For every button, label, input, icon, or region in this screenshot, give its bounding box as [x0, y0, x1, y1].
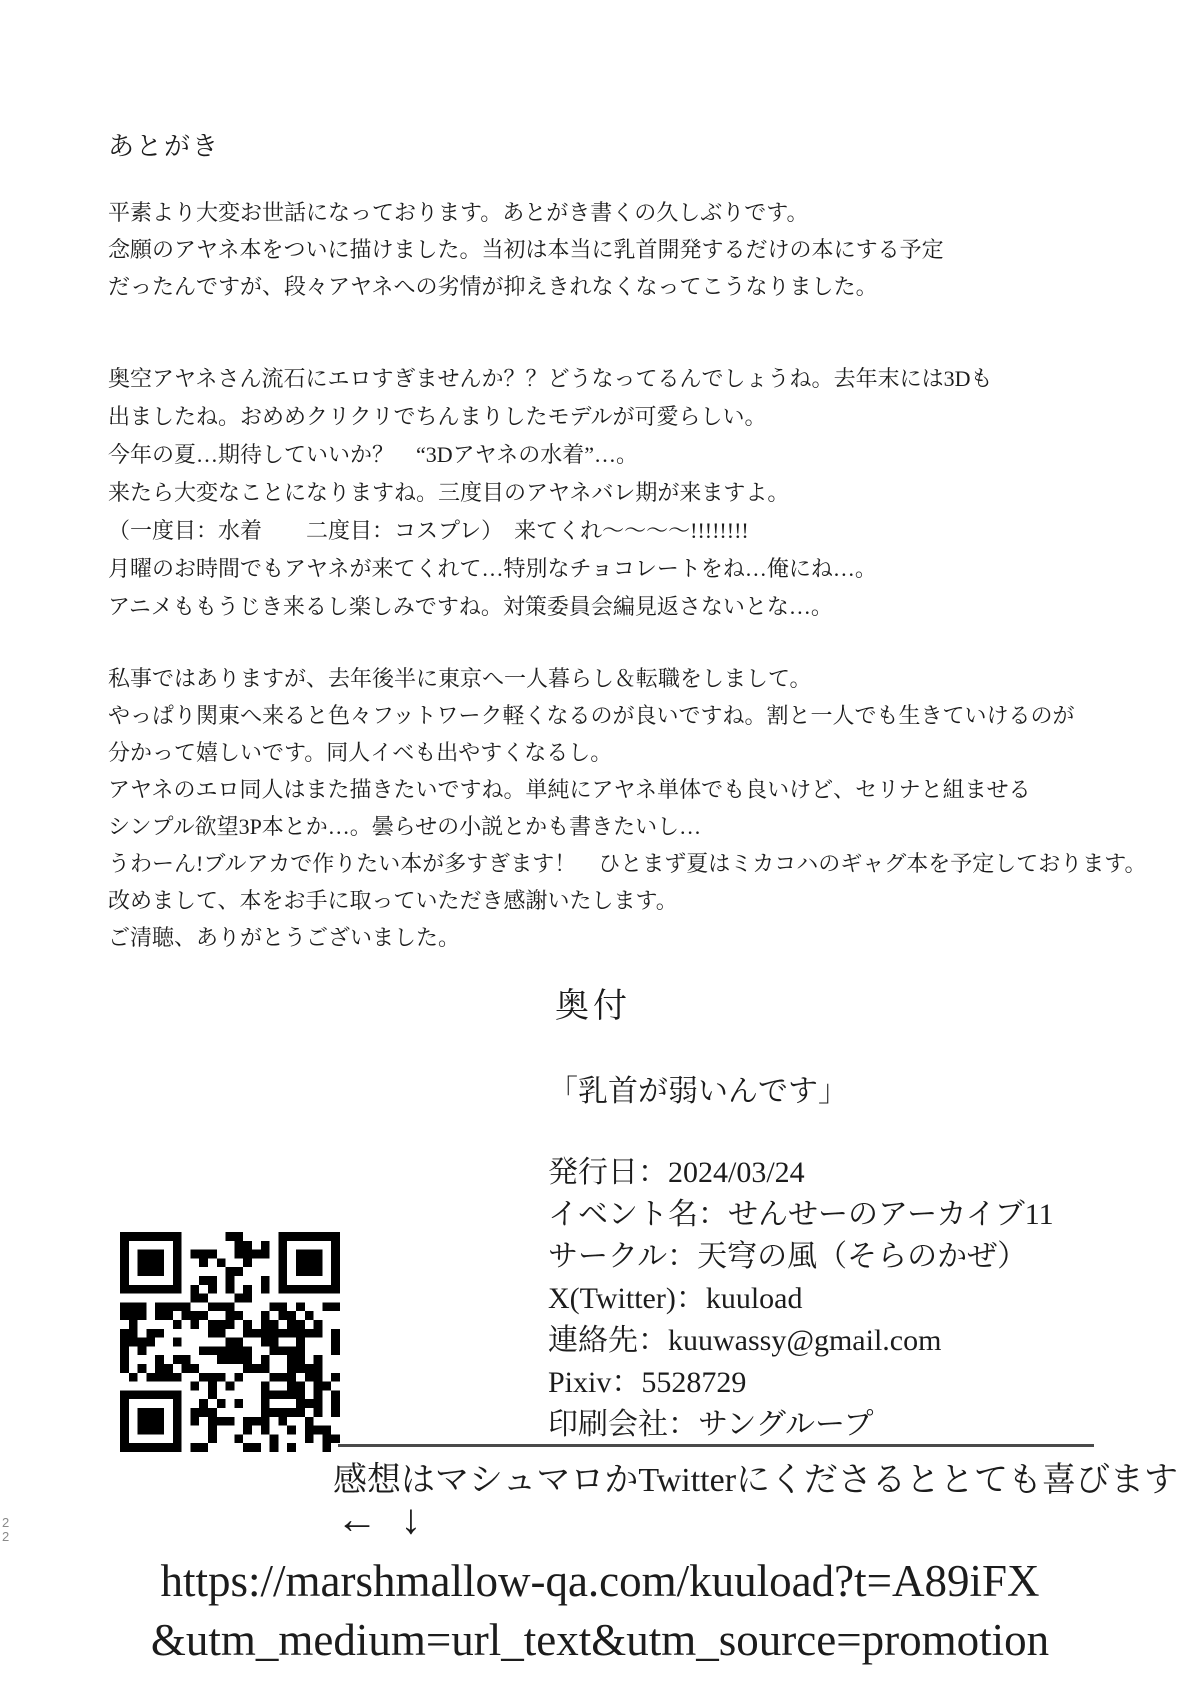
colophon-entry-publish-date: 発行日：2024/03/24 [548, 1156, 805, 1189]
afterword-line: うわーん!ブルアカで作りたい本が多すぎます！ ひとまず夏はミカコハのギャグ本を予定しております。 [108, 851, 1147, 876]
url-line-1: https://marshmallow-qa.com/kuuload?t=A89iFX [160, 1556, 1040, 1606]
feedback-message: 感想はマシュマロかTwitterにくださるととても喜びます [333, 1462, 1179, 1499]
colophon-entry-circle: サークル：天穹の風（そらのかぜ） [548, 1240, 1028, 1273]
page-number-digit: 2 [2, 1515, 10, 1530]
afterword-heading: あとがき [108, 132, 221, 161]
divider-line [338, 1444, 1094, 1447]
afterword-line: 分かって嬉しいです。同人イベも出やすくなるし。 [108, 740, 613, 765]
page-number [2, 1516, 9, 1544]
afterword-paragraph-1 [108, 194, 944, 305]
afterword-line: だったんですが、段々アヤネへの劣情が抑えきれなくなってこうなりました。 [108, 274, 878, 299]
afterword-line: やっぱり関東へ来ると色々フットワーク軽くなるのが良いですね。割と一人でも生きていけるのが [108, 703, 1075, 728]
afterword-line: 念願のアヤネ本をついに描けました。当初は本当に乳首開発するだけの本にする予定 [108, 237, 944, 262]
book-title: 「乳首が弱いんです」 [548, 1075, 848, 1108]
afterword-line: シンプル欲望3P本とか…。曇らせの小説とかも書きたいし… [108, 814, 702, 839]
afterword-line: 月曜のお時間でもアヤネが来てくれて…特別なチョコレートをね…俺にね…。 [108, 556, 877, 581]
marshmallow-url [0, 1552, 1200, 1670]
colophon-entry-printer: 印刷会社：サングループ [548, 1408, 874, 1441]
afterword-line: （一度目：水着 二度目：コスプレ） 来てくれ～～～～!!!!!!!! [108, 518, 749, 543]
url-line-2: &utm_medium=url_text&utm_source=promotion [150, 1615, 1050, 1665]
afterword-line: アニメももうじき来るし楽しみですね。対策委員会編見返さないとな…。 [108, 594, 833, 619]
qr-code [120, 1232, 340, 1452]
afterword-line: 来たら大変なことになりますね。三度目のアヤネバレ期が来ますよ。 [108, 480, 790, 505]
afterword-line: 奥空アヤネさん流石にエロすぎませんか？？どうなってるんでしょうね。去年末には3Dも [108, 366, 993, 391]
afterword-line: アヤネのエロ同人はまた描きたいですね。単純にアヤネ単体でも良いけど、セリナと組ませる [108, 777, 1031, 802]
afterword-line: 出ましたね。おめめクリクリでちんまりしたモデルが可愛らしい。 [108, 404, 767, 429]
colophon-entries [548, 1152, 1054, 1446]
colophon-entry-contact: 連絡先：kuuwassy@gmail.com [548, 1324, 942, 1357]
colophon-entry-pixiv: Pixiv：5528729 [548, 1366, 747, 1399]
afterword-line: 改めまして、本をお手に取っていただき感謝いたします。 [108, 888, 678, 913]
afterword-line: ご清聴、ありがとうございました。 [108, 925, 461, 950]
colophon-entry-twitter: X(Twitter)：kuuload [548, 1282, 803, 1315]
page-number-digit: 2 [2, 1529, 10, 1544]
colophon-entry-event-name: イベント名：せんせーのアーカイブ11 [548, 1198, 1054, 1231]
afterword-line: 平素より大変お世話になっております。あとがき書くの久しぶりです。 [108, 200, 809, 225]
afterword-paragraph-3 [108, 660, 1146, 956]
colophon-heading: 奥付 [555, 988, 631, 1025]
afterword-line: 私事ではありますが、去年後半に東京へ一人暮らし＆転職をしまして。 [108, 666, 812, 691]
arrow-icons: ← ↓ [336, 1497, 428, 1543]
afterword-paragraph-2 [108, 360, 992, 626]
afterword-line: 今年の夏…期待していいか？ “3Dアヤネの水着”…。 [108, 442, 638, 467]
